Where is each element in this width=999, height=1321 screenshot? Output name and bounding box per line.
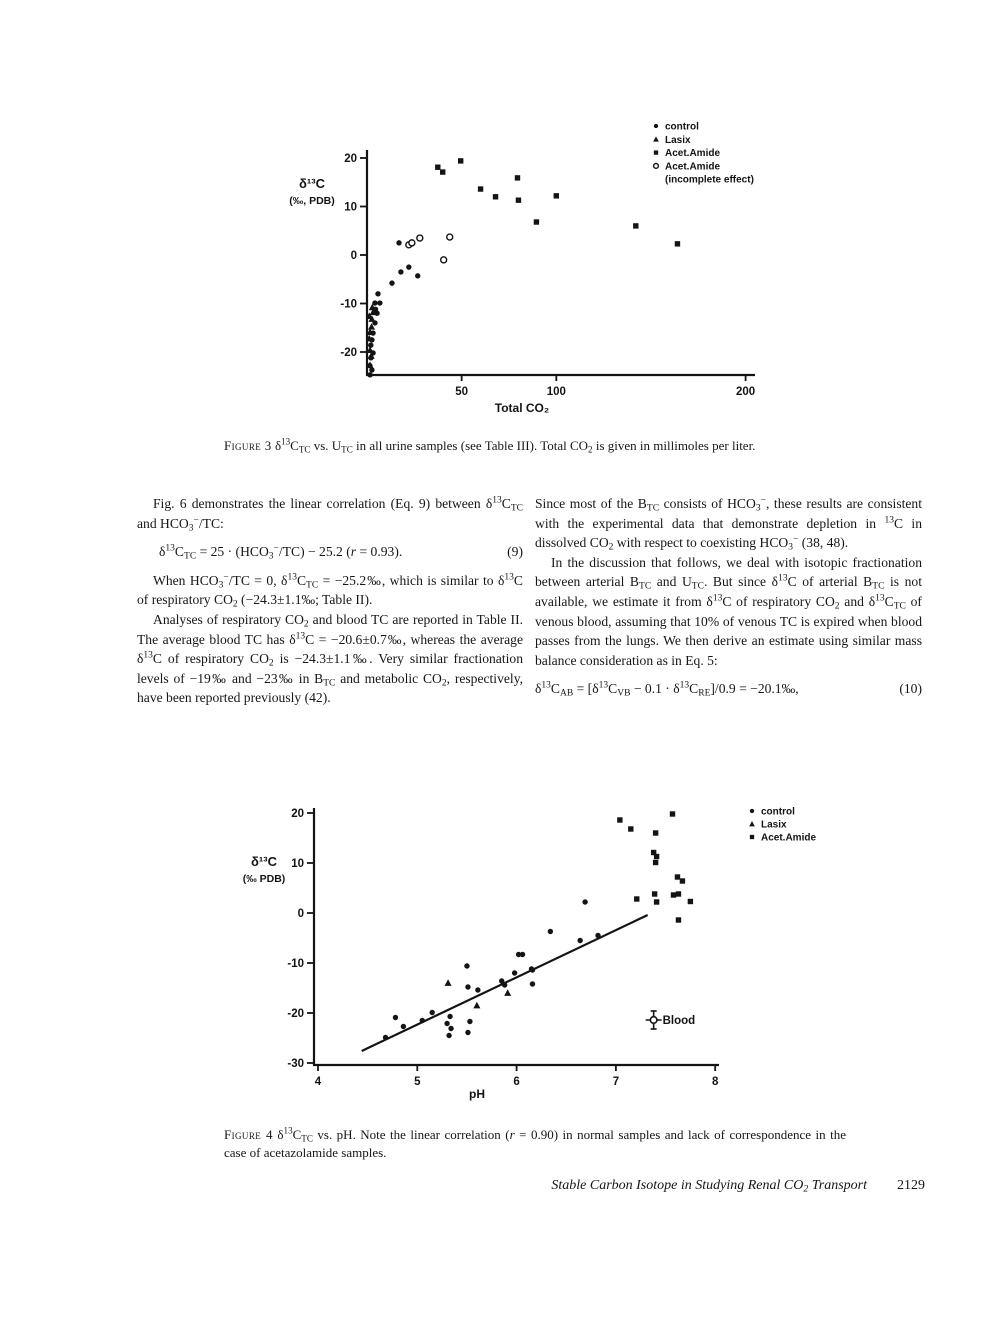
figure4-chart <box>230 798 870 1120</box>
legend-label: control <box>665 121 699 133</box>
text-column-left <box>137 494 523 708</box>
y-ticks <box>340 153 367 359</box>
equation-9-number: (9) <box>507 544 523 560</box>
equation-9-body: $\delta^{13}CTC = 25 \cdot (HCO3^-/TC) - 25.2$ (r = 0.93). <box>159 543 403 562</box>
y-tick-label: -20 <box>287 1008 304 1020</box>
y-tick-label: -20 <box>340 347 357 359</box>
running-title: Stable Carbon Isotope in Studying Renal CO2 Transport <box>551 1178 867 1195</box>
y-tick-label: 10 <box>344 201 357 214</box>
fig3-svg <box>230 100 815 435</box>
series-acet-amide <box>617 811 693 922</box>
y-axis-sublabel: (‰ PDB) <box>242 873 286 885</box>
series-control <box>383 899 601 1040</box>
x-tick-label: 100 <box>546 386 566 398</box>
figure3-chart <box>230 100 815 435</box>
legend-sublabel: (incomplete effect) <box>665 174 754 186</box>
y-tick-label: -10 <box>287 958 304 970</box>
y-tick-label: 10 <box>291 858 304 870</box>
y-axis-label: δ¹³C <box>251 854 277 869</box>
paragraph-left-2: When HCO3−/TC = 0, $\delta^{13}CTC$ = −25.2‰, which is similar to $\delta^{13}C$ of respiratory CO2 (−24.3±1.1‰; Table II). <box>137 572 523 610</box>
fig4-svg <box>230 798 870 1120</box>
x-tick-label: 7 <box>612 1076 620 1088</box>
paragraph-right-2: In the discussion that follows, we deal with isotopic fractionation between arterial BTC and UTC. But since $\delta^{13}C$ of arterial BTC is not available, we estimate it from $\delta^{13}C$ of respiratory CO2 and $\delta^{13}CTC$ of venous blood, assuming that 10% of venous TC is expired when blood passes from the lungs. We then derive an estimate using similar mass balance consideration as in Eq. 5: <box>535 554 923 668</box>
y-tick-label: 0 <box>350 250 357 262</box>
paragraph-left-3: Analyses of respiratory CO2 and blood TC are reported in Table II. The average blood TC has $\delta^{13}C$ = −20.6±0.7‰, whereas the average $\delta^{13}C$ of respiratory CO2 is −24.3±1.1‰. Very similar fractionation levels of −19‰ and −23‰ in BTC and metabolic CO2, respectively, have been reported previously (42). <box>137 611 524 706</box>
y-tick-label: -10 <box>340 298 357 311</box>
paragraph-right-1: Since most of the BTC consists of HCO3−, these results are consistent with the experimental data that demonstrate depletion in $^{13}$C in dissolved CO2 with respect to coexisting HCO3− (38, 48). <box>535 495 922 553</box>
equation-10 <box>535 679 922 699</box>
x-ticks <box>455 375 755 398</box>
x-axis-label: Total CO₂ <box>494 401 550 415</box>
x-tick-label: 50 <box>455 386 469 398</box>
legend-label: Acet.Amide <box>761 832 817 844</box>
y-tick-label: 20 <box>291 808 304 820</box>
page-number: 2129 <box>897 1178 925 1193</box>
x-tick-label: 200 <box>736 386 756 398</box>
series-acet-amide-incomplete-effect- <box>406 234 453 263</box>
equation-10-number: (10) <box>899 681 922 697</box>
series-control <box>367 240 420 377</box>
y-axis-sublabel: (‰, PDB) <box>289 195 335 207</box>
y-tick-label: -30 <box>287 1058 304 1070</box>
series-acet-amide <box>435 158 680 246</box>
x-axis-label: pH <box>469 1087 485 1101</box>
legend-label: Acet.Amide <box>665 148 721 160</box>
x-tick-label: 6 <box>513 1076 520 1088</box>
y-tick-label: 20 <box>344 153 357 165</box>
text-column-right <box>535 494 922 708</box>
legend-label: control <box>761 806 795 818</box>
equation-9 <box>137 542 523 562</box>
legend <box>749 807 816 844</box>
y-axis-label: δ¹³C <box>299 176 325 191</box>
equation-10-body: $\delta^{13}CAB = [\delta^{13}CVB - 0.1 \cdot \delta^{13}CRE]/0.9$ = −20.1‰, <box>535 680 799 699</box>
figure4-caption: Figure 4 $\delta^{13}CTC$ vs. pH. Note the linear correlation (r = 0.90) in normal samples and lack of correspondence in the case of acetazolamide samples. <box>224 1125 846 1160</box>
paragraph-left-1: Fig. 6 demonstrates the linear correlation (Eq. 9) between $\delta^{13}CTC$ and HCO3−/TC: <box>137 495 523 533</box>
x-tick-label: 4 <box>314 1076 322 1088</box>
legend-label: Lasix <box>761 819 787 831</box>
legend-label: Acet.Amide <box>665 161 721 173</box>
figure3-caption: Figure 3 $\delta^{13}CTC$ vs. UTC in all urine samples (see Table III). Total CO2 is given in millimoles per liter. <box>224 436 756 455</box>
legend <box>653 122 754 186</box>
legend-label: Lasix <box>665 134 691 146</box>
fit-line <box>362 915 648 1051</box>
blood-label: Blood <box>662 1015 696 1027</box>
blood-annotation <box>646 1011 696 1029</box>
y-ticks <box>287 808 314 1070</box>
x-tick-label: 8 <box>711 1076 719 1088</box>
y-tick-label: 0 <box>297 908 304 920</box>
footer <box>0 1178 925 1194</box>
x-tick-label: 5 <box>414 1076 421 1088</box>
x-ticks <box>315 1065 719 1088</box>
